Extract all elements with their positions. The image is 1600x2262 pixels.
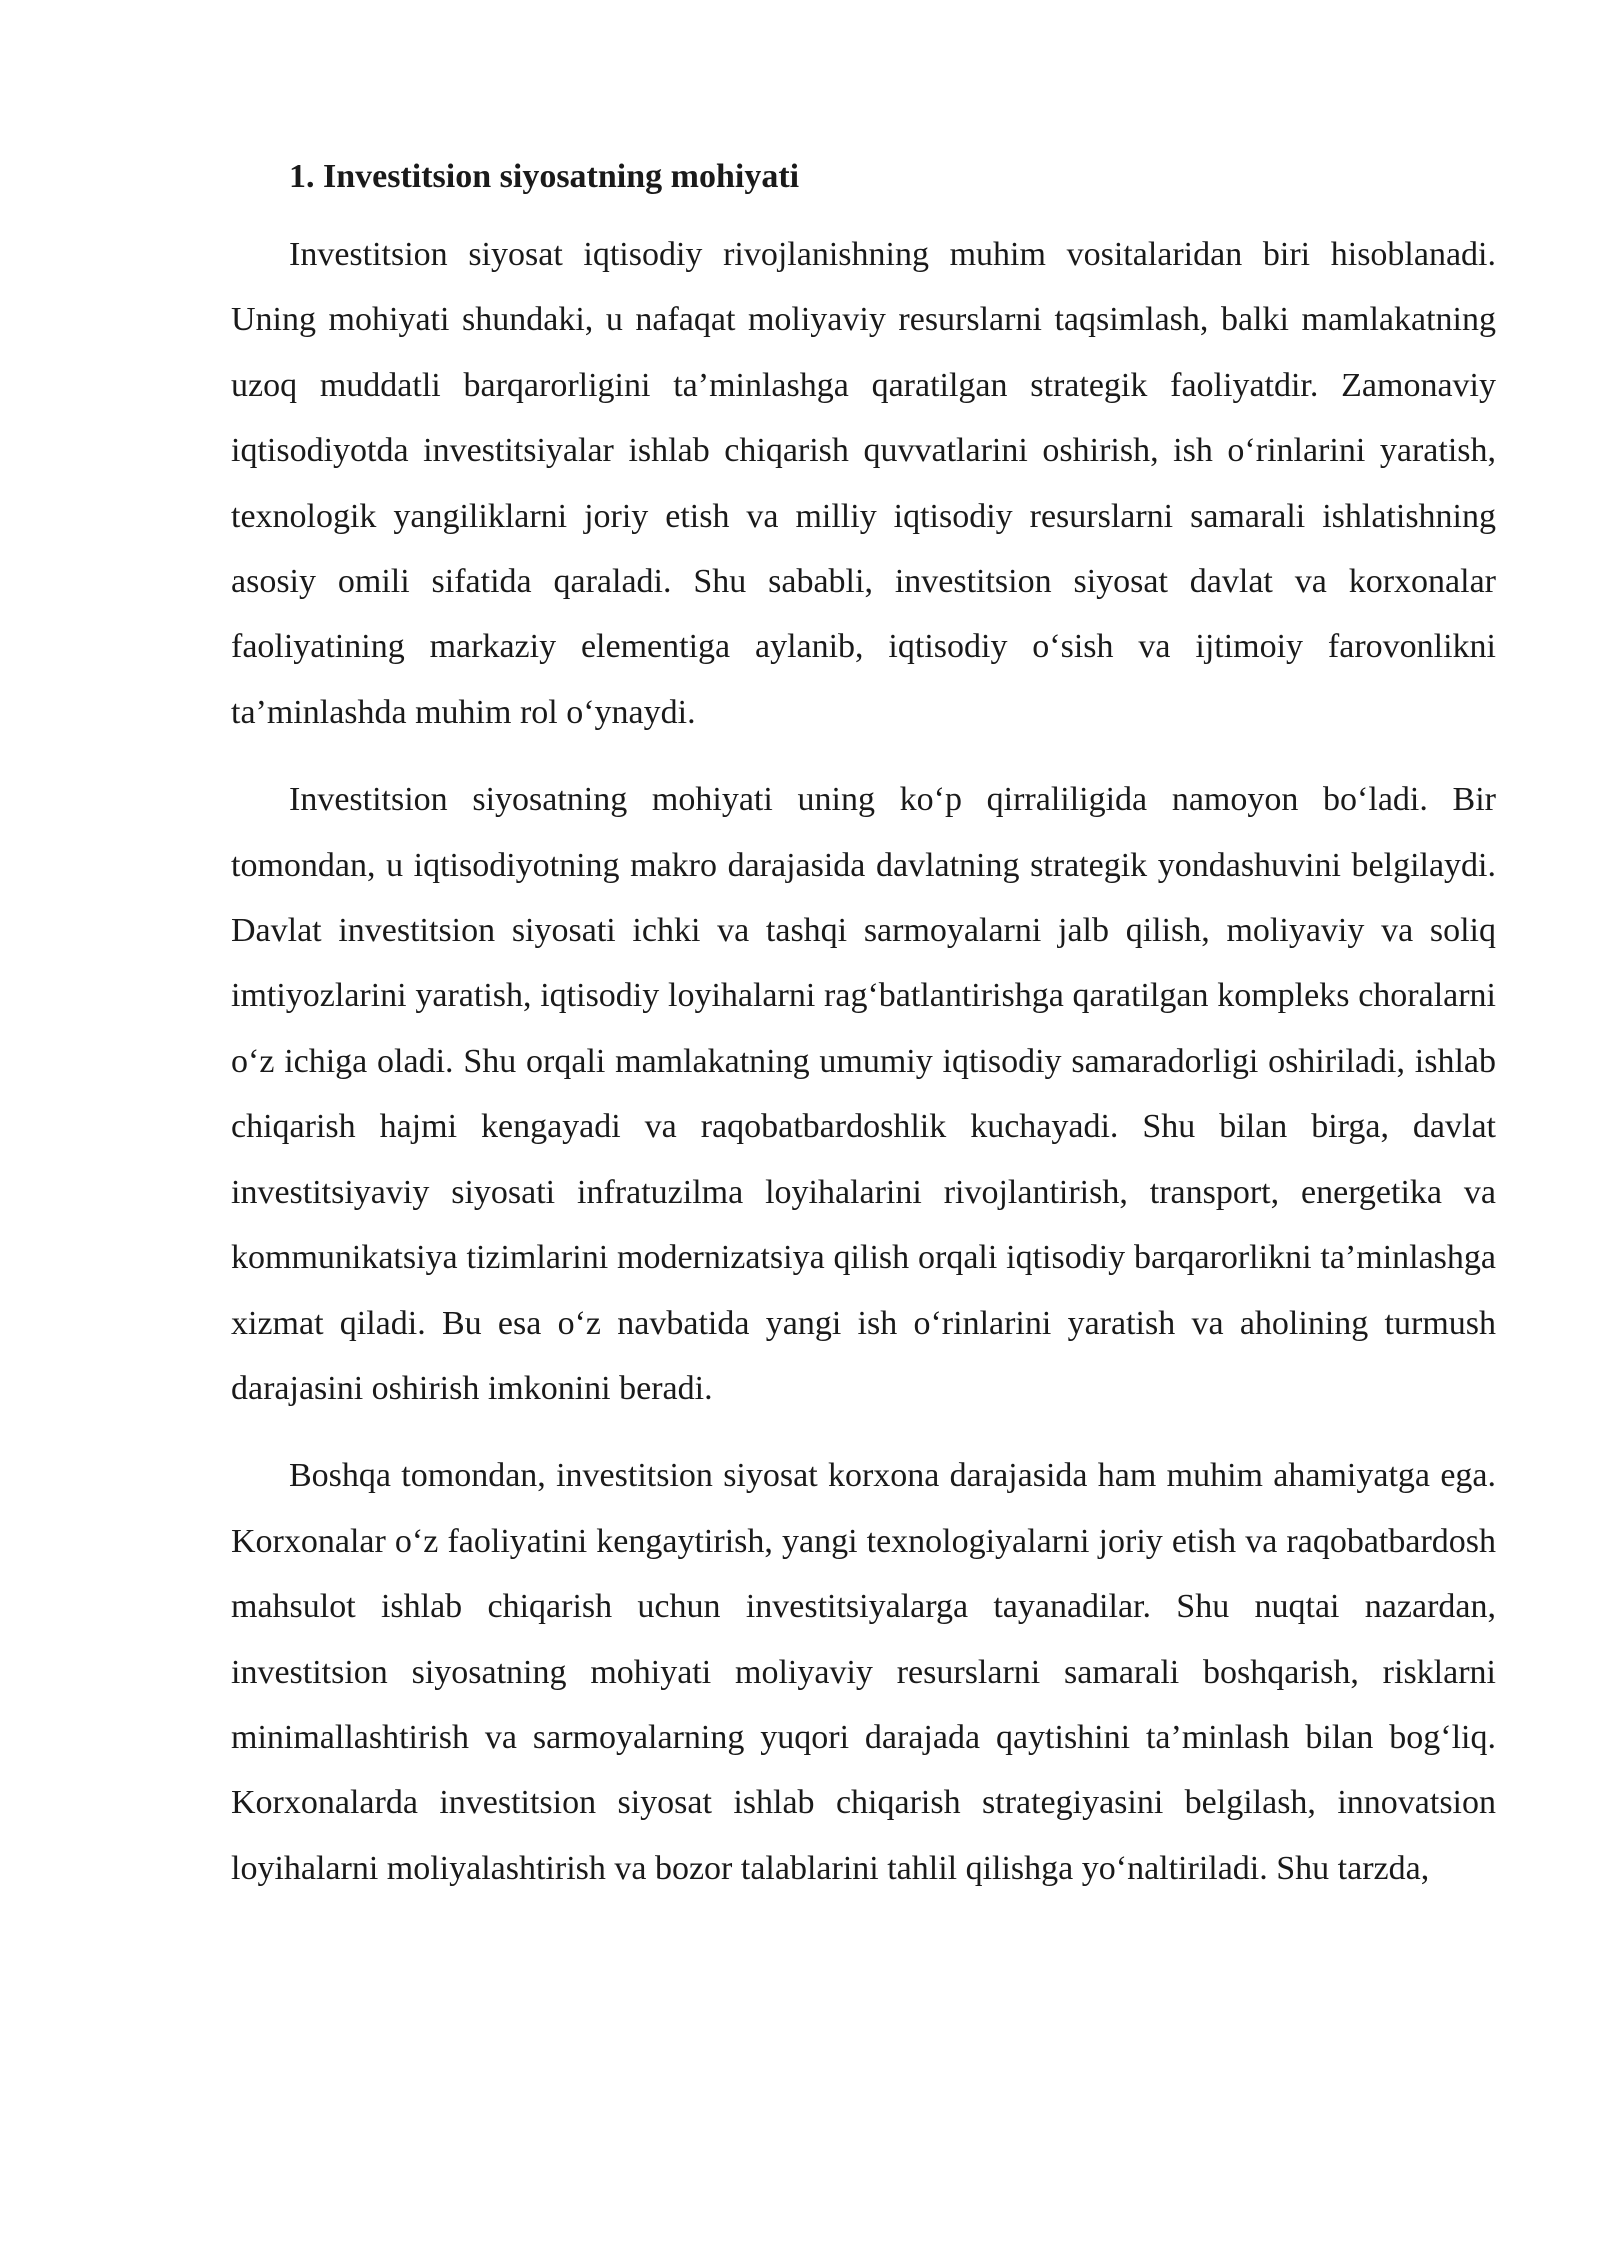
document-body <box>231 152 1496 1901</box>
paragraph-1: Investitsion siyosat iqtisodiy rivojlanishning muhim vositalaridan biri hisoblanadi. Uning mohiyati shundaki, u nafaqat moliyaviy resurslarni taqsimlash, balki mamlakatning uzoq muddatli barqarorligini ta’minlashga qaratilgan strategik faoliyatdir. Zamonaviy iqtisodiyotda investitsiyalar ishlab chiqarish quvvatlarini oshirish, ish o‘rinlarini yaratish, texnologik yangiliklarni joriy etish va milliy iqtisodiy resurslarni samarali ishlatishning asosiy omili sifatida qaraladi. Shu sababli, investitsion siyosat davlat va korxonalar faoliyatining markaziy elementiga aylanib, iqtisodiy o‘sish va ijtimoiy farovonlikni ta’minlashda muhim rol o‘ynaydi. <box>231 236 1496 731</box>
paragraph-2: Investitsion siyosatning mohiyati uning ko‘p qirraliligida namoyon bo‘ladi. Bir tomondan, u iqtisodiyotning makro darajasida davlatning strategik yondashuvini belgilaydi. Davlat investitsion siyosati ichki va tashqi sarmoyalarni jalb qilish, moliyaviy va soliq imtiyozlarini yaratish, iqtisodiy loyihalarni rag‘batlantirishga qaratilgan kompleks choralarni o‘z ichiga oladi. Shu orqali mamlakatning umumiy iqtisodiy samaradorligi oshiriladi, ishlab chiqarish hajmi kengayadi va raqobatbardoshlik kuchayadi. Shu bilan birga, davlat investitsiyaviy siyosati infratuzilma loyihalarini rivojlantirish, transport, energetika va kommunikatsiya tizimlarini modernizatsiya qilish orqali iqtisodiy barqarorlikni ta’minlashga xizmat qiladi. Bu esa o‘z navbatida yangi ish o‘rinlarini yaratish va aholining turmush darajasini oshirish imkonini beradi. <box>231 781 1496 1407</box>
section-heading: 1. Investitsion siyosatning mohiyati <box>289 158 800 195</box>
paragraph-3: Boshqa tomondan, investitsion siyosat korxona darajasida ham muhim ahamiyatga ega. Korxonalar o‘z faoliyatini kengaytirish, yangi texnologiyalarni joriy etish va raqobatbardosh mahsulot ishlab chiqarish uchun investitsiyalarga tayanadilar. Shu nuqtai nazardan, investitsion siyosatning mohiyati moliyaviy resurslarni samarali boshqarish, risklarni minimallashtirish va sarmoyalarning yuqori darajada qaytishini ta’minlash bilan bog‘liq. Korxonalarda investitsion siyosat ishlab chiqarish strategiyasini belgilash, innovatsion loyihalarni moliyalashtirish va bozor talablarini tahlil qilishga yo‘naltiriladi. Shu tarzda, <box>231 1457 1496 1887</box>
